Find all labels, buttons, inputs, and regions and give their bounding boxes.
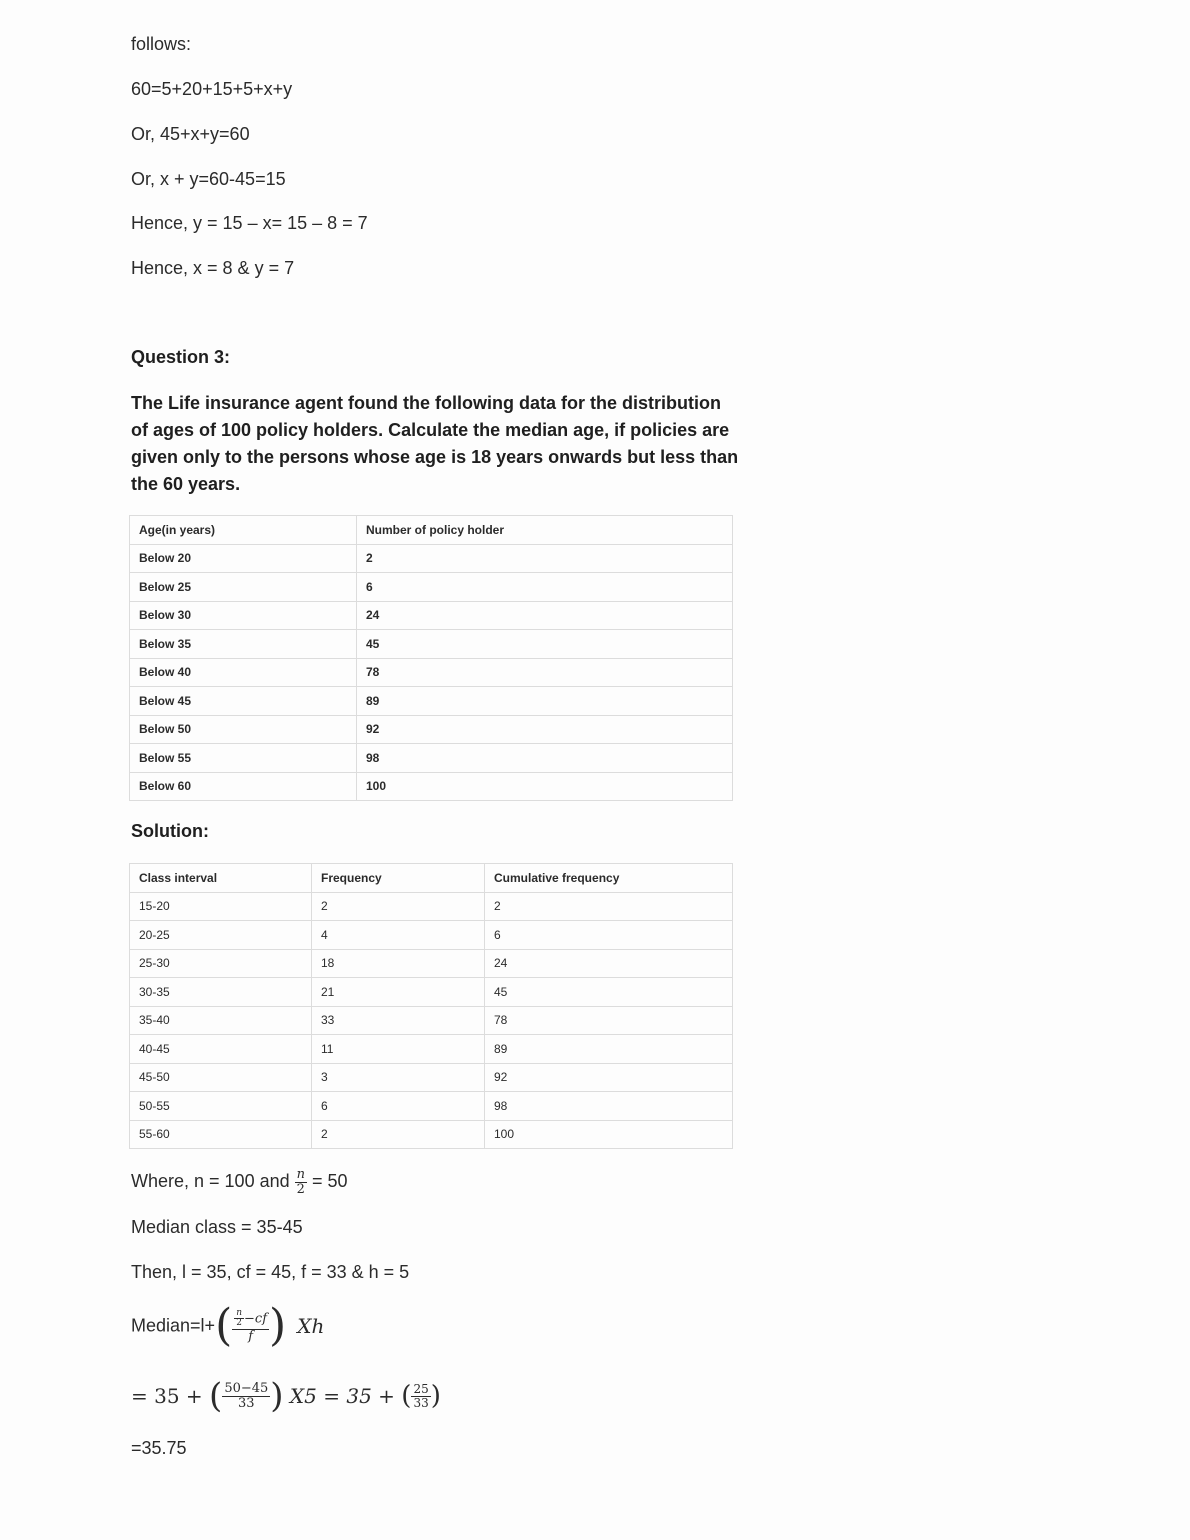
table-cell: 100	[485, 1120, 733, 1149]
table-cell: Below 40	[130, 658, 357, 687]
table-row	[130, 921, 733, 950]
formula-suffix: Xh	[297, 1314, 325, 1338]
table-cell: 35-40	[130, 1006, 312, 1035]
table-cell: 6	[485, 921, 733, 950]
median-formula: Median=l+( $\frac{n}{2}$ −cf f ) Xh	[131, 1300, 325, 1351]
formula-fraction: $\frac{n}{2}$ −cf f	[232, 1309, 269, 1344]
then-line: Then, l = 35, cf = 45, f = 33 & h = 5	[131, 1262, 410, 1282]
formula-prefix: Median=l+	[131, 1315, 216, 1336]
table-cell: 25-30	[130, 949, 312, 978]
table-row	[130, 687, 733, 716]
table-cell: 78	[485, 1006, 733, 1035]
text-line: Or, x + y=60-45=15	[131, 169, 286, 189]
table-header-cell: Cumulative frequency	[485, 864, 733, 893]
calc-fraction-1: $\frac{50-45}{33}$	[224, 1380, 269, 1411]
table-row	[130, 1120, 733, 1149]
table-header-cell: Age(in years)	[130, 516, 357, 545]
table-cell: 98	[485, 1092, 733, 1121]
table-cell: 18	[312, 949, 485, 978]
table-cell: 92	[357, 715, 733, 744]
table-cell: Below 50	[130, 715, 357, 744]
table-row	[130, 573, 733, 602]
question-title: Question 3:	[131, 347, 231, 367]
table-cell: 50-55	[130, 1092, 312, 1121]
table-cell: 100	[357, 772, 733, 801]
calc-fraction-2: $\frac{25}{33}$	[413, 1381, 429, 1410]
n-over-2-fraction: $\frac{n}{2}$	[296, 1167, 305, 1197]
where-suffix: = 50	[306, 1170, 348, 1191]
table-cell: 6	[312, 1092, 485, 1121]
table-row	[130, 1092, 733, 1121]
table-row	[130, 978, 733, 1007]
table-cell: Below 20	[130, 544, 357, 573]
table-cell: 89	[485, 1035, 733, 1064]
table-cell: 92	[485, 1063, 733, 1092]
table-cell: 55-60	[130, 1120, 312, 1149]
table-header-cell: Class interval	[130, 864, 312, 893]
table-cell: 89	[357, 687, 733, 716]
table-cell: Below 35	[130, 630, 357, 659]
table-cell: 40-45	[130, 1035, 312, 1064]
table-row	[130, 658, 733, 687]
table-header-row	[130, 864, 733, 893]
table-cell: 45	[357, 630, 733, 659]
table-row	[130, 544, 733, 573]
table-cell: 2	[312, 892, 485, 921]
table-cell: Below 30	[130, 601, 357, 630]
table-cell: Below 25	[130, 573, 357, 602]
table-cell: 24	[357, 601, 733, 630]
text-line: 60=5+20+15+5+x+y	[131, 79, 293, 99]
median-class-line: Median class = 35-45	[131, 1217, 303, 1237]
table-cell: 20-25	[130, 921, 312, 950]
table-row	[130, 630, 733, 659]
result-line: =35.75	[131, 1438, 187, 1458]
table-cell: 33	[312, 1006, 485, 1035]
table-cell: 2	[357, 544, 733, 573]
table-row	[130, 715, 733, 744]
table-cell: 6	[357, 573, 733, 602]
table-header-cell: Number of policy holder	[357, 516, 733, 545]
table-cell: 2	[485, 892, 733, 921]
table-cell: 2	[312, 1120, 485, 1149]
table-row	[130, 1063, 733, 1092]
table-cell: Below 55	[130, 744, 357, 773]
text-line: Or, 45+x+y=60	[131, 124, 250, 144]
table-cell: 45-50	[130, 1063, 312, 1092]
table-row	[130, 744, 733, 773]
table-row	[130, 601, 733, 630]
table-cell: Below 45	[130, 687, 357, 716]
question-text: The Life insurance agent found the following data for the distribution of ages of 100 policy holders. Calculate the median age, if policies are given only to the persons whose age is 18 years onwards but less than the 60 years.	[131, 393, 739, 494]
table-row	[130, 1006, 733, 1035]
table-cell: 24	[485, 949, 733, 978]
text-line: Hence, y = 15 – x= 15 – 8 = 7	[131, 213, 368, 233]
table-cell: 78	[357, 658, 733, 687]
solution-title: Solution:	[131, 821, 209, 841]
frequency-table	[129, 863, 733, 1149]
table-cell: 21	[312, 978, 485, 1007]
table-row	[130, 772, 733, 801]
table-cell: 3	[312, 1063, 485, 1092]
table-header-row	[130, 516, 733, 545]
table-cell: 11	[312, 1035, 485, 1064]
age-policy-table	[129, 515, 733, 801]
text-line: Hence, x = 8 & y = 7	[131, 258, 295, 278]
where-prefix: Where, n = 100 and	[131, 1170, 295, 1191]
table-cell: 45	[485, 978, 733, 1007]
table-cell: 30-35	[130, 978, 312, 1007]
calculation-line: = 35 + ( $\frac{50-45}{33}$ ) X5 = 35 + ( $\frac{25}{33}$ )	[131, 1376, 441, 1416]
table-cell: 98	[357, 744, 733, 773]
table-row	[130, 949, 733, 978]
table-row	[130, 1035, 733, 1064]
table-cell: Below 60	[130, 772, 357, 801]
table-cell: 15-20	[130, 892, 312, 921]
table-cell: 4	[312, 921, 485, 950]
text-line: follows:	[131, 34, 192, 54]
where-line	[131, 1168, 348, 1196]
table-row	[130, 892, 733, 921]
table-header-cell: Frequency	[312, 864, 485, 893]
